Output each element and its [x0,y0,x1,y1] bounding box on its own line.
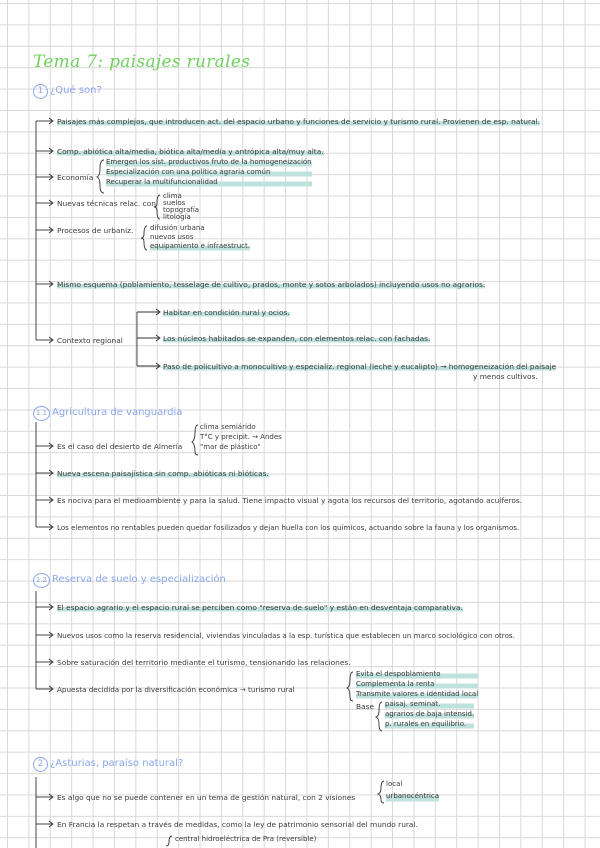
list-item: litología [163,213,191,221]
urbanizacion-label: Procesos de urbaniz. [57,226,134,235]
bullet-text: Nueva escena paisajística sin comp. abióticas ni bióticas. [57,469,269,478]
list-item: central hidroeléctrica de Pra (reversible) [175,835,317,843]
bullet-text: Los elementos no rentables pueden quedar fosilizados y dejan huella con los químicos, actuando sobre la fauna y los organismos. [57,523,520,532]
list-item: Transmite valores e identidad local [356,690,479,698]
contexto-item-cont: y menos cultivos. [473,372,538,381]
almeria-label: Es el caso del desierto de Almería [57,442,183,451]
list-item: local [386,780,403,788]
section-title: ¿Asturias, paraíso natural? [50,758,184,769]
list-item: nuevos usos [150,233,194,241]
bullet-text: En Francia la respetan a través de medidas, como la ley de patrimonio sensorial del mundo rural. [57,820,418,829]
bullet-text: Nuevos usos como la reserva residencial, viviendas vinculadas a la esp. turística que establecen un marco sociológico con otros. [57,631,515,640]
list-item: urbanocéntrica [386,792,440,800]
section-2-heading [33,757,183,772]
list-item: Emergen los sist. productivos fruto de la homogeneización [106,158,312,166]
base-list [385,699,474,729]
page-title: Tema 7: paisajes rurales [33,52,251,72]
section-number: 1.1 [33,406,50,421]
contexto-item: Paso de policultivo a monocultivo y especializ. regional (leche y eucalipto) → homogeneización del paisaje [163,362,557,371]
tecnicas-label: Nuevas técnicas relac. con [57,199,156,208]
contexto-item: Habitar en condición rural y ocios. [163,308,290,317]
section-title: Reserva de suelo y especialización [52,574,226,585]
list-item: clima [163,192,182,200]
section-title: Agricultura de vanguardia [52,407,183,418]
list-item: topografía [163,206,200,214]
bullet-text: Sobre saturación del territorio mediante el turismo, tensionando las relaciones. [57,658,351,667]
bullet-text: Es algo que no se puede contener en un tema de gestión natural, con 2 visiones [57,793,356,802]
list-item: Evita el despoblamiento [356,669,478,679]
bullet-text: Mismo esquema (poblamiento, tesselage de cultivo, prados, monte y sotos arbolados) incluyendo usos no agrarios. [57,280,486,289]
list-item: difusión urbana [150,224,205,232]
list-item: T°C y precipit. → Andes [200,433,282,441]
list-item: clima semiárido [200,423,256,431]
economia-list [106,157,312,187]
contexto-label: Contexto regional [57,336,123,345]
section-1-1-heading [33,406,182,421]
section-1-heading [33,84,102,99]
bullet-text: Paisajes más complejos, que introducen act. del espacio urbano y funciones de servicio y turismo rural. Provienen de esp. natural. [57,117,540,126]
section-number: 1.2 [33,573,50,588]
almeria-list [200,422,282,452]
section-title: ¿Qué son? [50,85,102,96]
bullet-text: El espacio agrario y el espacio rural se perciben como "reserva de suelo" y están en desventaja comparativa. [57,603,463,612]
b3-list [175,834,316,844]
section-number: 1 [33,84,48,99]
section-1-2-heading [33,573,226,588]
list-item: Recuperar la multifuncionalidad [106,177,312,187]
list-item: equipamiento e infraestruct. [150,242,250,250]
economia-label: Economía [57,173,94,182]
section-number: 2 [33,757,48,772]
visiones-list [386,778,439,802]
turismo-list [356,669,478,699]
list-item: agrarios de baja intensid. [385,710,475,718]
list-item: paisaj. seminat. [385,699,474,709]
bullet-text: Es nociva para el medioambiente y para la salud. Tiene impacto visual y agota los recursos del territorio, agotando acuíferos. [57,496,523,505]
base-label: Base [356,702,374,711]
urbanizacion-list [150,224,250,251]
list-item: "mar de plástico" [200,443,261,451]
contexto-item: Los núcleos habitados se expanden, con elementos relac. con fachadas. [163,334,431,343]
list-item: p. rurales en equilibrio. [385,719,474,729]
tecnicas-list [163,193,199,221]
list-item: Complementa la renta [356,679,478,689]
bullet-text: Apuesta decidida por la diversificación económica → turismo rural [57,685,295,694]
list-item: Especialización con una política agraria común [106,167,312,177]
bullet-text: Comp. abiótica alta/media, biótica alta/media y antrópica alta/muy alta. [57,147,324,156]
list-item: suelos [163,199,186,207]
